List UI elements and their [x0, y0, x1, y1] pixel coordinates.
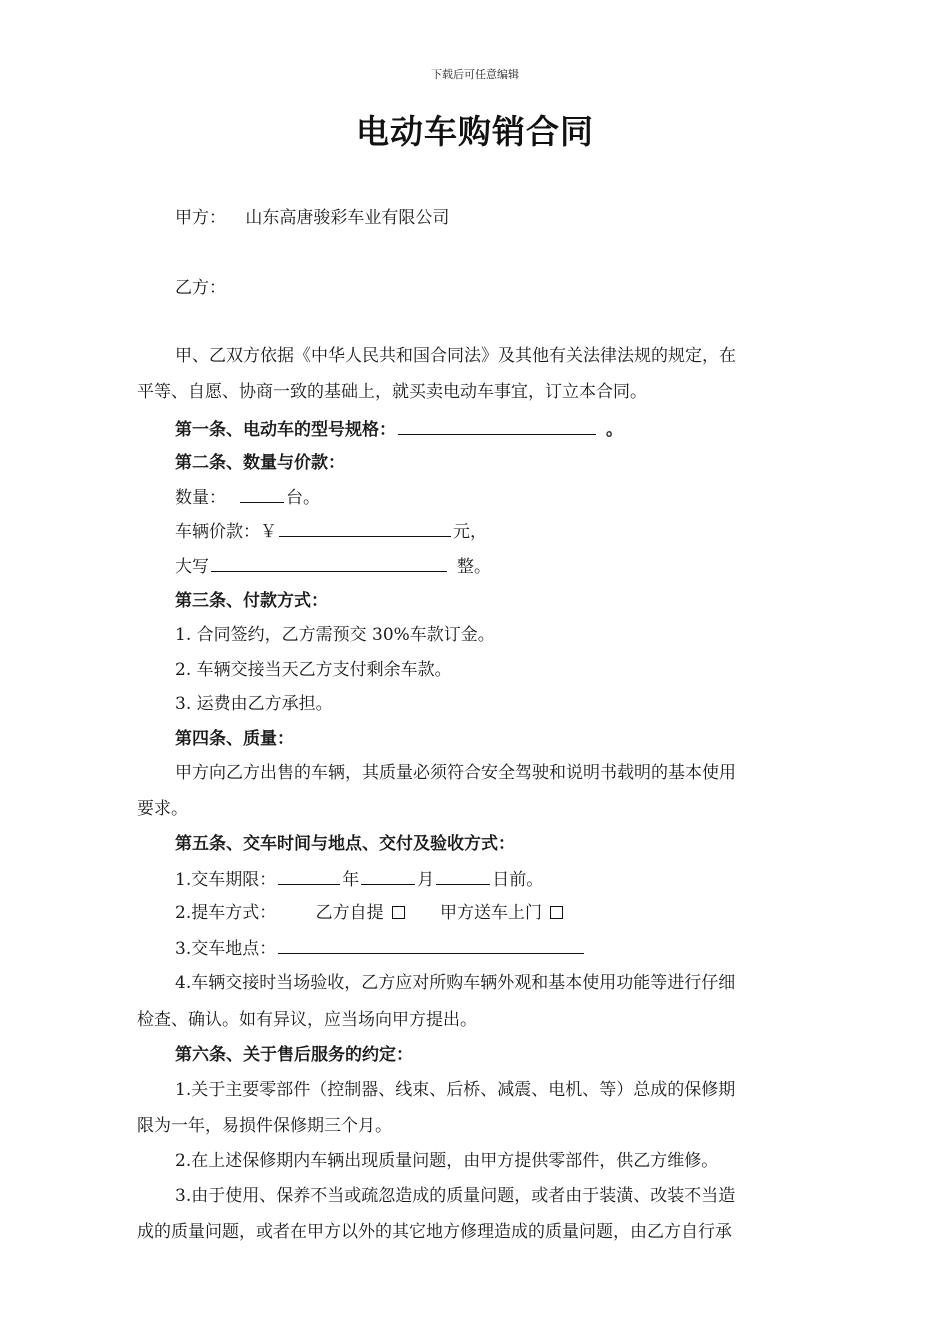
warranty-line-3b: 成的质量问题，或者在甲方以外的其它地方修理造成的质量问题，由乙方自行承 — [137, 1222, 732, 1242]
quality-line-2: 要求。 — [137, 799, 188, 819]
pickup-method-line — [0, 900, 950, 926]
party-b-label: 乙方： — [175, 278, 226, 298]
warranty-line-3a: 3.由于使用、保养不当或疏忽造成的质量问题，或者由于装潢、改装不当造 — [175, 1186, 736, 1206]
pickup-option-self: 乙方自提 — [315, 903, 384, 923]
party-a-name: 山东高唐骏彩车业有限公司 — [245, 208, 450, 228]
payment-item-3: 3. 运费由乙方承担。 — [175, 694, 333, 714]
delivery-place-blank[interactable] — [278, 935, 584, 954]
model-blank[interactable] — [398, 416, 596, 435]
year-blank[interactable] — [278, 866, 340, 885]
article-1-end: 。 — [606, 420, 623, 440]
pickup-method-label: 2.提车方式： — [175, 903, 277, 923]
month-blank[interactable] — [361, 866, 415, 885]
month-label: 月 — [417, 870, 435, 890]
delivery-deadline-line — [0, 866, 950, 893]
payment-item-2: 2. 车辆交接当天乙方支付剩余车款。 — [175, 660, 452, 680]
warranty-line-2: 2.在上述保修期内车辆出现质量问题，由甲方提供零部件，供乙方维修。 — [175, 1151, 719, 1171]
party-a-label: 甲方： — [175, 208, 226, 228]
price-unit: 元， — [453, 522, 487, 542]
quantity-line — [0, 484, 950, 511]
day-blank[interactable] — [436, 866, 490, 885]
quality-line-1: 甲方向乙方出售的车辆，其质量必须符合安全驾驶和说明书载明的基本使用 — [175, 763, 736, 783]
article-6-heading: 第六条、关于售后服务的约定： — [175, 1045, 413, 1065]
day-label: 日前。 — [492, 870, 544, 890]
article-1-line — [0, 416, 950, 443]
delivery-deadline-label: 1.交车期限： — [175, 870, 277, 890]
warranty-line-1a: 1.关于主要零部件（控制器、线束、后桥、减震、电机、等）总成的保修期 — [175, 1080, 736, 1100]
inspection-line-2: 检查、确认。如有异议，应当场向甲方提出。 — [137, 1010, 477, 1030]
delivery-checkbox[interactable] — [550, 906, 563, 919]
price-line — [0, 518, 950, 545]
article-1-label: 第一条、电动车的型号规格： — [175, 420, 396, 440]
inspection-line-1: 4.车辆交接时当场验收，乙方应对所购车辆外观和基本使用功能等进行仔细 — [175, 973, 736, 993]
price-blank[interactable] — [279, 518, 451, 537]
amount-in-words-line — [0, 553, 950, 580]
intro-line-1: 甲、乙双方依据《中华人民共和国合同法》及其他有关法律法规的规定，在 — [175, 346, 736, 366]
year-label: 年 — [342, 870, 360, 890]
payment-item-1: 1. 合同签约，乙方需预交 30%车款订金。 — [175, 625, 495, 645]
amount-in-words-unit: 整。 — [457, 557, 491, 577]
delivery-place-label: 3.交车地点： — [175, 939, 277, 959]
amount-in-words-label: 大写 — [175, 557, 209, 577]
article-3-heading: 第三条、付款方式： — [175, 591, 328, 611]
party-b-line — [0, 275, 950, 301]
delivery-place-line — [0, 935, 950, 962]
quantity-label: 数量： — [175, 488, 226, 508]
pickup-option-delivery: 甲方送车上门 — [440, 903, 543, 923]
header-note: 下载后可任意编辑 — [431, 68, 519, 81]
warranty-line-1b: 限为一年，易损件保修期三个月。 — [137, 1116, 392, 1136]
price-label: 车辆价款：￥ — [175, 522, 277, 542]
intro-line-2: 平等、自愿、协商一致的基础上，就买卖电动车事宜，订立本合同。 — [137, 382, 647, 402]
quantity-unit: 台。 — [286, 488, 320, 508]
document-title: 电动车购销合同 — [356, 112, 594, 151]
article-4-heading: 第四条、质量： — [175, 729, 294, 749]
quantity-blank[interactable] — [240, 484, 284, 503]
article-2-heading: 第二条、数量与价款： — [175, 453, 345, 473]
self-pickup-checkbox[interactable] — [392, 906, 405, 919]
article-5-heading: 第五条、交车时间与地点、交付及验收方式： — [175, 834, 515, 854]
amount-in-words-blank[interactable] — [211, 553, 447, 572]
party-a-line — [0, 205, 950, 231]
